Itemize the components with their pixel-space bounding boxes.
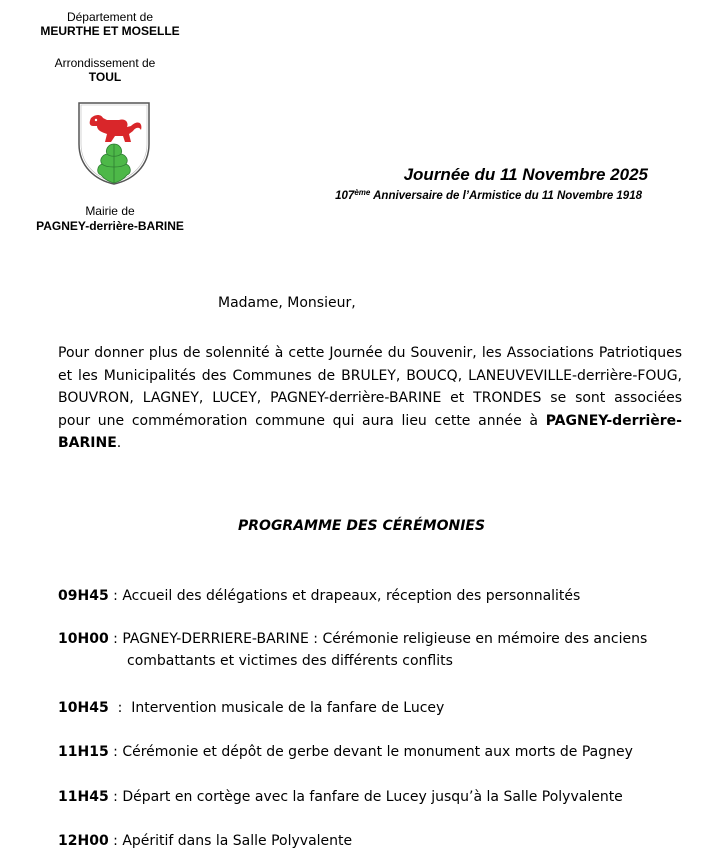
paragraph-location: PAGNEY-derrière-BARINE bbox=[58, 412, 682, 451]
programme-title: PROGRAMME DES CÉRÉMONIES bbox=[238, 518, 486, 534]
mairie-label: Mairie de bbox=[85, 204, 135, 218]
paragraph-text: Pour donner plus de solennité à cette Journée du Souvenir, les Associations Patriotiques et les Municipalités des Communes de BRULEY, BOUCQ, LANEUVEVILLE-derrière-FOUG, BOUVRON, LAGNEY, LUCEY, PAGNEY-derrière-BARINE et TRONDES se sont associées pour une commémoration commune qui aura lieu cette année à bbox=[58, 345, 682, 429]
schedule-text: Cérémonie et dépôt de gerbe devant le monument aux morts de Pagney bbox=[122, 744, 633, 760]
schedule-sep: : bbox=[108, 700, 132, 716]
arrondissement-name: TOUL bbox=[88, 70, 122, 84]
mairie-name: PAGNEY-derrière-BARINE bbox=[36, 219, 184, 233]
schedule-item bbox=[58, 628, 708, 672]
departement-label: Département de bbox=[66, 10, 154, 24]
schedule-text-continued: combattants et victimes des différents conflits bbox=[127, 653, 453, 669]
schedule-time: 12H00 bbox=[58, 833, 109, 849]
schedule-time: 11H45 bbox=[58, 789, 109, 805]
schedule-text: PAGNEY-DERRIERE-BARINE : Cérémonie religieuse en mémoire des anciens bbox=[122, 631, 648, 647]
schedule-item bbox=[58, 830, 708, 852]
schedule-text: Accueil des délégations et drapeaux, réception des personnalités bbox=[122, 588, 581, 604]
schedule-text: Intervention musicale de la fanfare de Lucey bbox=[131, 700, 445, 716]
event-subtitle bbox=[200, 188, 642, 202]
schedule-item bbox=[58, 585, 708, 607]
schedule-sep: : bbox=[108, 588, 123, 604]
schedule-item bbox=[58, 741, 708, 763]
schedule-time: 09H45 bbox=[58, 588, 109, 604]
intro-paragraph bbox=[58, 342, 682, 455]
anniversary-text: Anniversaire de l’Armistice du 11 Novembre 1918 bbox=[370, 190, 642, 202]
anniversary-number: 107 bbox=[335, 190, 355, 202]
departement-name: MEURTHE ET MOSELLE bbox=[40, 24, 180, 38]
schedule-sep: : bbox=[108, 631, 123, 647]
schedule-time: 11H15 bbox=[58, 744, 109, 760]
schedule-text: Apéritif dans la Salle Polyvalente bbox=[122, 833, 353, 849]
event-title: Journée du 11 Novembre 2025 bbox=[403, 165, 648, 184]
schedule-text: Départ en cortège avec la fanfare de Lucey jusqu’à la Salle Polyvalente bbox=[122, 789, 623, 805]
schedule-item bbox=[58, 786, 708, 808]
schedule-sep: : bbox=[108, 744, 123, 760]
schedule-item bbox=[58, 697, 708, 719]
schedule-sep: : bbox=[108, 789, 123, 805]
arrondissement-label: Arrondissement de bbox=[54, 56, 156, 70]
schedule-sep: : bbox=[108, 833, 123, 849]
anniversary-suffix: ème bbox=[354, 188, 371, 197]
greeting: Madame, Monsieur, bbox=[218, 295, 356, 311]
paragraph-end: . bbox=[116, 435, 122, 451]
coat-of-arms-icon bbox=[75, 100, 153, 186]
schedule-time: 10H00 bbox=[58, 631, 109, 647]
schedule-time: 10H45 bbox=[58, 700, 109, 716]
